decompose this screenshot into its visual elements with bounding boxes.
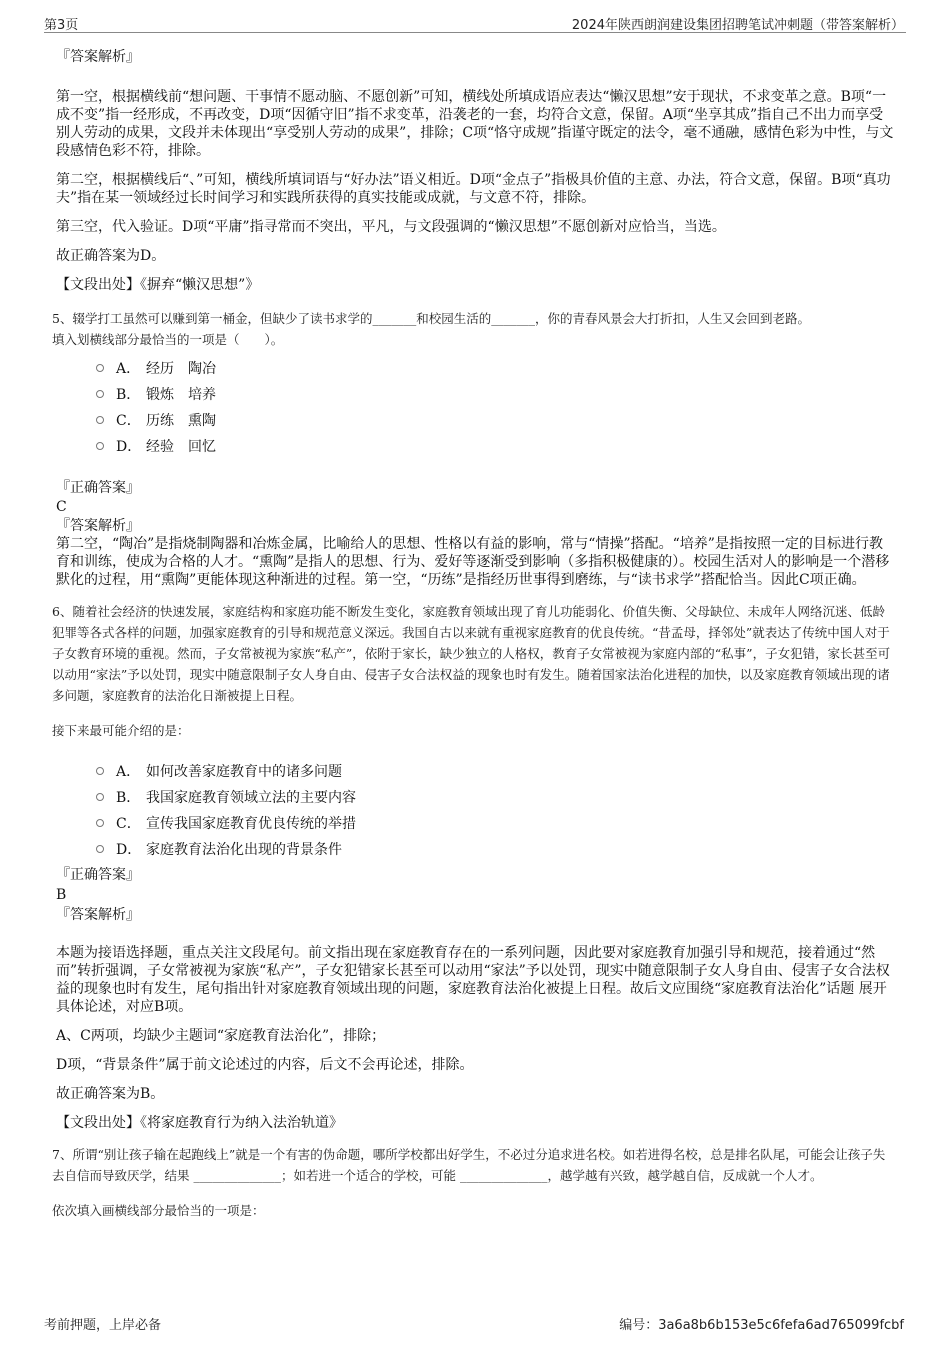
q5-prompt: 填入划横线部分最恰当的一项是（ ）。 [52, 332, 284, 347]
radio-icon[interactable] [96, 416, 104, 424]
option-text: 如何改善家庭教育中的诸多问题 [146, 764, 342, 780]
option-label: B． [116, 387, 141, 403]
q5-analysis: 第二空，“陶冶”是指烧制陶器和冶炼金属，比喻给人的思想、性格以有益的影响，常与“情操”搭配。“培养”是指按照一定的目标进行教育和训练，使成为合格的人才。“熏陶”是指人的思想、行为、爱好等逐渐受到影响（多指积极健康的）。校园生活对人的影响是一个潜移默化的过程，用“熏陶”更能体现这种渐进的过程。第一空，“历练”是指经历世事得到磨练，与“读书求学”搭配恰当。因此C项正确。 [56, 536, 890, 588]
q6-analysis-title: 『答案解析』 [56, 907, 140, 923]
q5-option-a[interactable] [96, 355, 894, 381]
q5-option-c[interactable] [96, 407, 894, 433]
q5-option-b[interactable] [96, 381, 894, 407]
q6-analysis-para-2: A、C两项，均缺少主题词“家庭教育法治化”，排除； [56, 1028, 386, 1044]
option-text: 我国家庭教育领域立法的主要内容 [146, 790, 356, 806]
q4-answer-statement: 故正确答案为D。 [56, 248, 166, 264]
q4-source: 【文段出处】《摒弃“懒汉思想”》 [56, 277, 260, 293]
q4-analysis-title: 『答案解析』 [56, 49, 140, 65]
q6-answer-title: 『正确答案』 [56, 867, 140, 883]
q5-question: 5、辍学打工虽然可以赚到第一桶金，但缺少了读书求学的_______和校园生活的_______，你的青春风景会大打折扣，人生又会回到老路。 [52, 311, 810, 326]
radio-icon[interactable] [96, 442, 104, 450]
document-body [52, 40, 894, 1221]
q6-source: 【文段出处】《将家庭教育行为纳入法治轨道》 [56, 1115, 343, 1131]
q6-option-c[interactable] [96, 810, 894, 836]
option-label: C． [116, 816, 141, 832]
q6-answer-statement: 故正确答案为B。 [56, 1086, 165, 1102]
q6-question: 6、随着社会经济的快速发展，家庭结构和家庭功能不断发生变化，家庭教育领域出现了育儿功能弱化、价值失衡、父母缺位、未成年人网络沉迷、低龄犯罪等各式各样的问题，加强家庭教育的引导和规范意义深远。我国自古以来就有重视家庭教育的优良传统。“昔孟母，择邻处”就表达了传统中国人对于子女教育环境的重视。然而，子女常被视为家族“私产”，依附于家长，缺少独立的人格权，教育子女常被视为家庭内部的“私事”，子女犯错，家长甚至可以动用“家法”予以处罚，现实中随意限制子女人身自由、侵害子女合法权益的现象也时有发生。随着国家法治化进程的加快，以及家庭教育领域出现的诸多问题，家庭教育的法治化日渐被提上日程。 [52, 604, 891, 703]
q5-option-d[interactable] [96, 433, 894, 459]
q5-answer-title: 『正确答案』 [56, 480, 140, 496]
q4-analysis-para-2: 第二空，根据横线后“、”可知，横线所填词语与“好办法”语义相近。D项“金点子”指极具价值的主意、办法，符合文意，保留。B项“真功夫”指在某一领域经过长时间学习和实践所获得的真实技能或成就，与文意不符，排除。 [56, 172, 891, 206]
option-text: 宣传我国家庭教育优良传统的举措 [146, 816, 356, 832]
radio-icon[interactable] [96, 845, 104, 853]
radio-icon[interactable] [96, 390, 104, 398]
option-label: D． [116, 842, 142, 858]
option-label: A． [116, 764, 141, 780]
option-text: 历练 熏陶 [146, 413, 216, 429]
option-label: D． [116, 439, 142, 455]
option-text: 经验 回忆 [146, 439, 216, 455]
page-number: 第3页 [44, 18, 79, 33]
radio-icon[interactable] [96, 793, 104, 801]
option-label: C． [116, 413, 141, 429]
option-label: A． [116, 361, 141, 377]
q6-option-d[interactable] [96, 836, 894, 862]
option-label: B． [116, 790, 141, 806]
q6-prompt: 接下来最可能介绍的是： [52, 723, 190, 738]
option-text: 锻炼 培养 [146, 387, 216, 403]
footer-slogan: 考前押题，上岸必备 [44, 1318, 162, 1333]
q5-options [56, 355, 894, 459]
q6-analysis-para-1: 本题为接语选择题，重点关注文段尾句。前文指出现在家庭教育存在的一系列问题，因此要对家庭教育加强引导和规范，接着通过“然而”转折强调，子女常被视为家族“私产”，子女犯错家长甚至可以动用“家法”予以处罚，现实中随意限制子女人身自由、侵害子女合法权益的现象也时有发生，尾句指出针对家庭教育领域出现的问题，家庭教育法治化被提上日程。故后文应围绕“家庭教育法治化”话题 展开 具体论述，对应B项。 [56, 945, 890, 1015]
radio-icon[interactable] [96, 767, 104, 775]
q6-option-b[interactable] [96, 784, 894, 810]
q5-answer: C [56, 499, 67, 515]
q7-question: 7、所谓“别让孩子输在起跑线上”就是一个有害的伪命题，哪所学校都出好学生，不必过分追求进名校。如若进得名校，总是排名队尾，可能会让孩子失去自信而导致厌学，结果 ______________；如若进一个适合的学校，可能 ______________，越学越有兴致，越学越自信，反成就一个人才。 [52, 1147, 886, 1183]
q5-analysis-title: 『答案解析』 [56, 518, 140, 534]
q6-answer: B [56, 887, 67, 903]
q6-options [56, 758, 894, 862]
header-divider [44, 32, 906, 33]
radio-icon[interactable] [96, 364, 104, 372]
radio-icon[interactable] [96, 819, 104, 827]
footer-code: 编号：3a6a8b6b153e5c6fefa6ad765099fcbf [619, 1318, 904, 1333]
option-text: 家庭教育法治化出现的背景条件 [146, 842, 342, 858]
document-title: 2024年陕西朗润建设集团招聘笔试冲刺题（带答案解析） [571, 18, 904, 33]
q6-analysis-para-3: D项，“背景条件”属于前文论述过的内容，后文不会再论述，排除。 [56, 1057, 474, 1073]
q4-analysis-para-3: 第三空，代入验证。D项“平庸”指寻常而不突出，平凡，与文段强调的“懒汉思想”不愿创新对应恰当，当选。 [56, 219, 726, 235]
q6-option-a[interactable] [96, 758, 894, 784]
q7-prompt: 依次填入画横线部分最恰当的一项是： [52, 1203, 265, 1218]
option-text: 经历 陶冶 [146, 361, 216, 377]
q4-analysis-para-1: 第一空，根据横线前“想问题、干事情不愿动脑、不愿创新”可知，横线处所填成语应表达“懒汉思想”安于现状，不求变革之意。B项“一成不变”指一经形成，不再改变，D项“因循守旧”指不求变革，沿袭老的一套，均符合文意，保留。A项“坐享其成”指自己不出力而享受别人劳动的成果，文段并未体现出“享受别人劳动的成果”，排除；C项“恪守成规”指谨守既定的法令，毫不通融，感情色彩为中性，与文段感情色彩不符，排除。 [56, 89, 894, 159]
